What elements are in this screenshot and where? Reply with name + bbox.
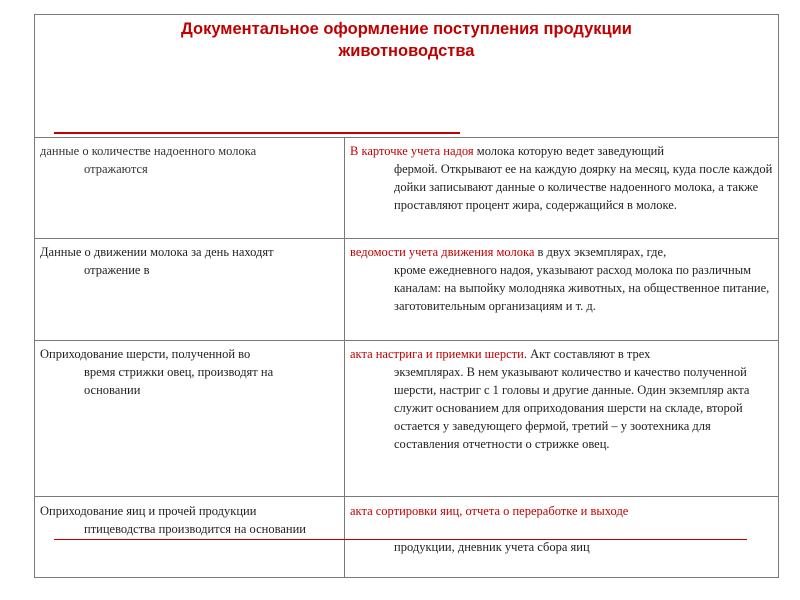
row-1-document-name: В карточке учета надоя — [350, 144, 474, 158]
row-3-right-cell — [350, 345, 774, 453]
row-2-right-first: в двух экземплярах, где, — [534, 245, 667, 259]
row-2-document-name: ведомости учета движения молока — [350, 245, 535, 259]
row-4-right-rest: продукции, дневник учета сбора яиц — [394, 540, 590, 554]
row-3-right-first: . Акт составляют в трех — [523, 347, 651, 361]
row-4-right-cell — [350, 502, 774, 556]
row-1-left-cell — [40, 142, 330, 178]
slide-title — [34, 18, 779, 62]
row-3-left-first: Оприходование шерсти, полученной во — [40, 347, 251, 361]
row-divider — [34, 137, 779, 138]
row-3-document-name: акта настрига и приемки шерсти — [350, 347, 524, 361]
row-2-left-rest: отражение в — [84, 263, 150, 277]
row-2-left-cell — [40, 243, 330, 279]
row-1-right-rest: фермой. Открывают ее на каждую доярку на месяц, куда после каждой дойки записывают данные о количестве надоенного молока, а также проставляют процент жира, содержащийся в молоке. — [394, 162, 773, 212]
title-line-1: Документальное оформление поступления продукции — [181, 20, 632, 38]
row-3-left-cell — [40, 345, 330, 399]
header-red-underline — [54, 132, 460, 134]
row-2-right-cell — [350, 243, 774, 315]
row-3-right-rest: экземплярах. В нем указывают количество и качество полученной шерсти, настриг с 1 головы и другие данные. Один экземпляр акта служит основанием для оприходования шерсти на складе, второй остается у заведующего фермой, третий – у зоотехника для составления отчетности о стрижке овец. — [394, 365, 750, 451]
row-1-right-cell — [350, 142, 774, 214]
row-1-right-first: молока которую ведет заведующий — [473, 144, 665, 158]
row-4-left-first: Оприходование яиц и прочей продукции — [40, 504, 257, 518]
row-3-left-rest: время стрижки овец, производят на основании — [84, 365, 274, 397]
title-line-2: животноводства — [338, 42, 475, 60]
row-4-left-rest: птицеводства производится на основании — [84, 522, 306, 536]
row-2-left-first: Данные о движении молока за день находят — [40, 245, 274, 259]
row-divider — [34, 496, 779, 497]
row-2-right-rest: кроме ежедневного надоя, указывают расход молока по различным каналам: на выпойку молодняка животных, на общественное питание, заготовительным организациям и т. д. — [394, 263, 770, 313]
row-4-left-cell — [40, 502, 330, 538]
row-1-left-first: данные о количестве надоенного молока — [40, 144, 257, 158]
row-1-left-rest: отражаются — [84, 162, 148, 176]
row-divider — [34, 238, 779, 239]
row-divider — [34, 340, 779, 341]
row-4-document-name: акта сортировки яиц, отчета о переработке и выходе — [350, 504, 629, 518]
column-divider — [344, 137, 345, 578]
